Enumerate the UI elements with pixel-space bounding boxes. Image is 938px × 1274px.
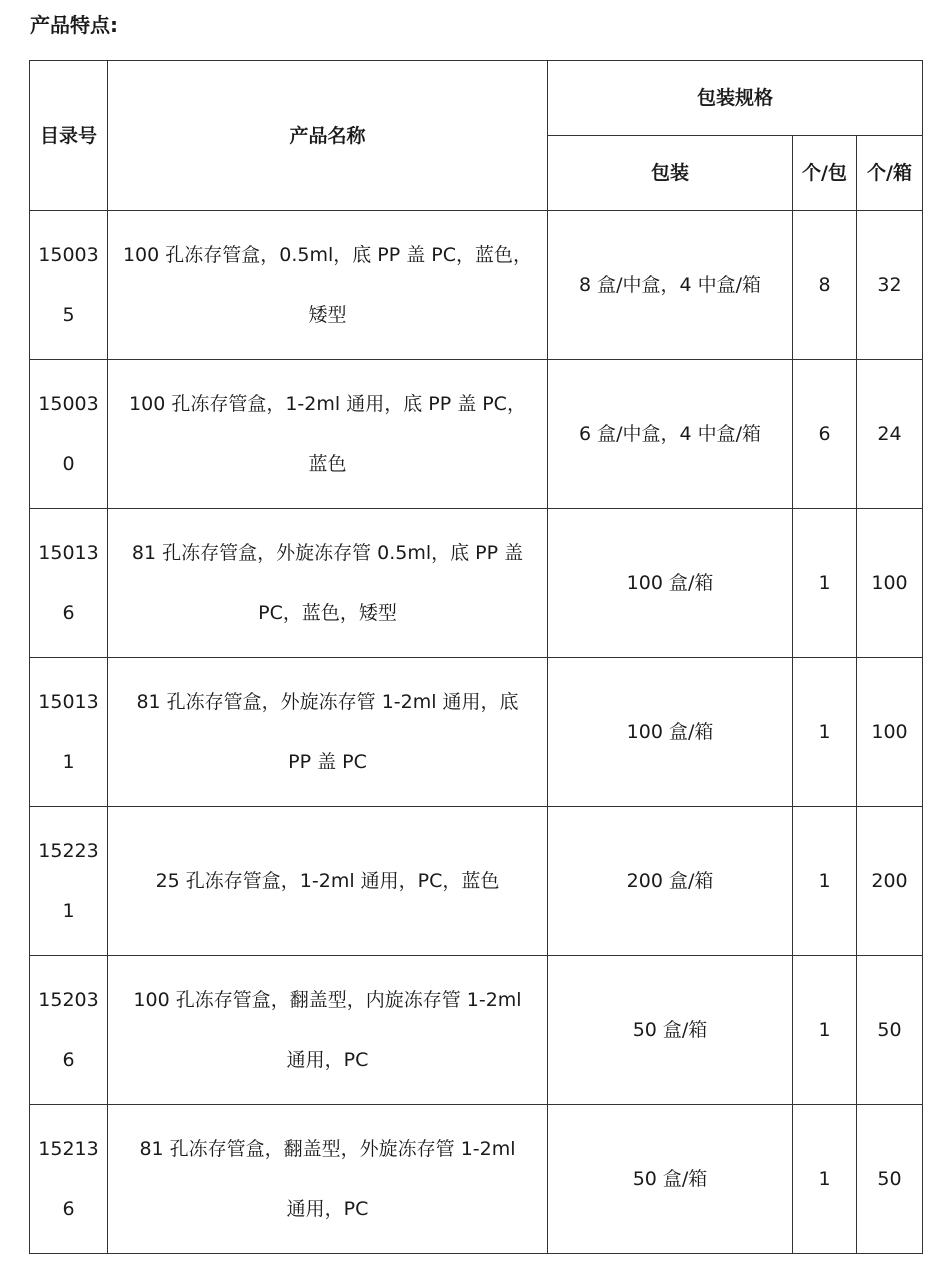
cell-packaging: 200 盒/箱 — [548, 807, 793, 956]
cell-per-case: 50 — [857, 1105, 923, 1254]
cell-packaging: 8 盒/中盒，4 中盒/箱 — [548, 211, 793, 360]
cell-catalog-number — [30, 360, 108, 509]
cell-product-name — [108, 807, 548, 956]
product-name-line-2: 通用，PC — [286, 1049, 369, 1071]
cell-per-case: 24 — [857, 360, 923, 509]
product-name-line-2: PC，蓝色，矮型 — [258, 602, 397, 624]
product-spec-table — [29, 60, 923, 1254]
cell-catalog-number — [30, 1105, 108, 1254]
cell-per-pack: 1 — [793, 1105, 857, 1254]
cell-product-name — [108, 956, 548, 1105]
catalog-number-line-2: 6 — [62, 1049, 75, 1071]
cell-product-name — [108, 509, 548, 658]
cell-per-case: 100 — [857, 658, 923, 807]
cell-packaging: 50 盒/箱 — [548, 956, 793, 1105]
table-row — [30, 658, 923, 807]
product-name-line-1: 100 孔冻存管盒，翻盖型，内旋冻存管 1-2ml — [133, 989, 522, 1011]
product-name-line-1: 100 孔冻存管盒，1-2ml 通用，底 PP 盖 PC， — [129, 393, 526, 415]
header-name: 产品名称 — [108, 61, 548, 211]
header-row-top — [30, 61, 923, 136]
table-row — [30, 360, 923, 509]
section-heading: 产品特点: — [30, 13, 118, 37]
product-name-line-2: 矮型 — [308, 304, 347, 326]
product-name-line-1: 25 孔冻存管盒，1-2ml 通用，PC，蓝色 — [155, 870, 500, 892]
table-row — [30, 1105, 923, 1254]
table-row — [30, 807, 923, 956]
cell-packaging: 100 盒/箱 — [548, 658, 793, 807]
cell-product-name — [108, 658, 548, 807]
cell-per-pack: 1 — [793, 956, 857, 1105]
product-name-line-1: 81 孔冻存管盒，外旋冻存管 0.5ml，底 PP 盖 — [131, 542, 524, 564]
cell-per-case: 200 — [857, 807, 923, 956]
cell-product-name — [108, 360, 548, 509]
cell-per-pack: 6 — [793, 360, 857, 509]
product-name-line-2: 蓝色 — [308, 453, 347, 475]
header-catalog: 目录号 — [30, 61, 108, 211]
product-name-line-1: 81 孔冻存管盒，翻盖型，外旋冻存管 1-2ml — [139, 1138, 516, 1160]
catalog-number-line-2: 5 — [62, 304, 75, 326]
catalog-number-line-1: 15003 — [38, 244, 99, 266]
header-packaging: 包装 — [548, 136, 793, 211]
catalog-number-line-2: 6 — [62, 602, 75, 624]
table-row — [30, 211, 923, 360]
cell-per-case: 50 — [857, 956, 923, 1105]
product-name-line-1: 100 孔冻存管盒，0.5ml，底 PP 盖 PC，蓝色， — [122, 244, 533, 266]
product-name-line-2: 通用，PC — [286, 1198, 369, 1220]
cell-packaging: 6 盒/中盒，4 中盒/箱 — [548, 360, 793, 509]
cell-per-pack: 1 — [793, 658, 857, 807]
header-packaging-group: 包装规格 — [548, 61, 923, 136]
table-row — [30, 509, 923, 658]
cell-per-pack: 8 — [793, 211, 857, 360]
cell-catalog-number — [30, 807, 108, 956]
cell-per-case: 100 — [857, 509, 923, 658]
cell-per-case: 32 — [857, 211, 923, 360]
cell-product-name — [108, 211, 548, 360]
cell-catalog-number — [30, 658, 108, 807]
cell-packaging: 50 盒/箱 — [548, 1105, 793, 1254]
catalog-number-line-2: 6 — [62, 1198, 75, 1220]
cell-catalog-number — [30, 956, 108, 1105]
catalog-number-line-1: 15003 — [38, 393, 99, 415]
cell-product-name — [108, 1105, 548, 1254]
catalog-number-line-1: 15203 — [38, 989, 99, 1011]
catalog-number-line-1: 15013 — [38, 542, 99, 564]
table-row — [30, 956, 923, 1105]
cell-per-pack: 1 — [793, 807, 857, 956]
header-per-case: 个/箱 — [857, 136, 923, 211]
cell-packaging: 100 盒/箱 — [548, 509, 793, 658]
catalog-number-line-2: 1 — [62, 900, 75, 922]
catalog-number-line-2: 0 — [62, 453, 75, 475]
catalog-number-line-1: 15223 — [38, 840, 99, 862]
cell-catalog-number — [30, 509, 108, 658]
catalog-number-line-1: 15013 — [38, 691, 99, 713]
catalog-number-line-1: 15213 — [38, 1138, 99, 1160]
product-name-line-2: PP 盖 PC — [288, 751, 367, 773]
header-per-pack: 个/包 — [793, 136, 857, 211]
catalog-number-line-2: 1 — [62, 751, 75, 773]
product-name-line-1: 81 孔冻存管盒，外旋冻存管 1-2ml 通用，底 — [136, 691, 519, 713]
cell-per-pack: 1 — [793, 509, 857, 658]
cell-catalog-number — [30, 211, 108, 360]
